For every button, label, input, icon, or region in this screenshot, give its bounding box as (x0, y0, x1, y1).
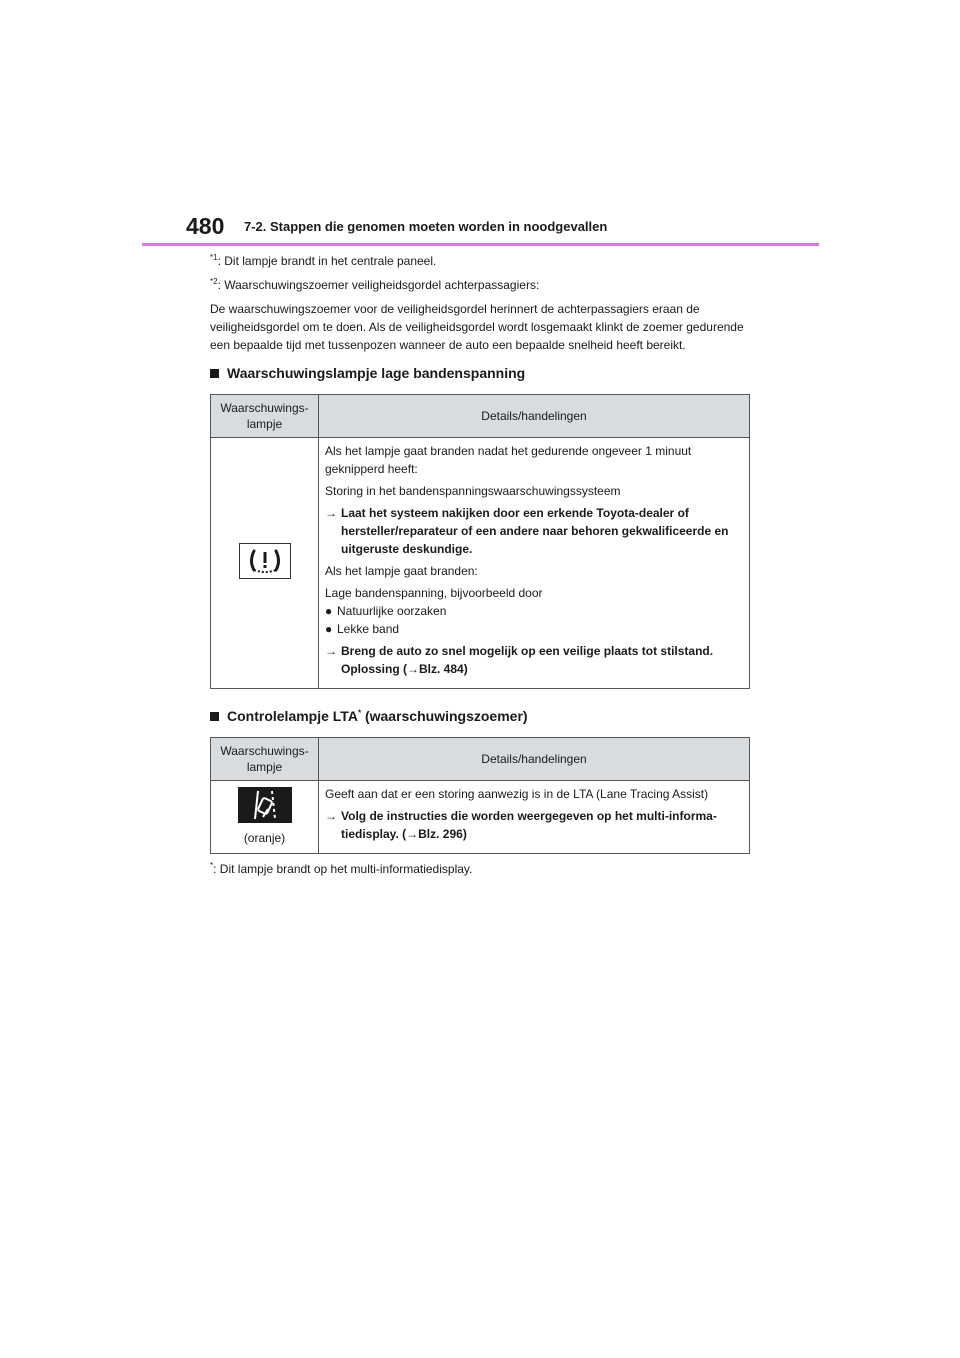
arrow-icon: → (325, 809, 337, 823)
footnote-1 (210, 252, 750, 270)
footnote-bottom-text: : Dit lampje brandt op het multi-informatiedisplay. (213, 862, 473, 876)
tire-pressure-table (210, 394, 750, 689)
col-header-lamp (211, 738, 319, 781)
list-item (325, 602, 743, 620)
footnote-1-text: : Dit lampje brandt in het centrale paneel. (217, 254, 437, 268)
section-square-icon (210, 712, 219, 721)
lta-table (210, 737, 750, 854)
section-title-suffix: (waarschuwingszoemer) (361, 708, 528, 724)
col-header-lamp (211, 395, 319, 438)
condition-text-1: Als het lampje gaat branden nadat het gedurende ongeveer 1 minuut geknipperd heeft: (325, 444, 692, 476)
action-item-1 (325, 807, 743, 843)
icon-cell (211, 781, 319, 854)
footnote-2 (210, 276, 750, 294)
section-title-mark: * (357, 708, 362, 718)
table-row (211, 781, 750, 854)
section-heading-tire-pressure (210, 364, 750, 382)
table-header-row (211, 395, 750, 438)
intro-paragraph: De waarschuwingszoemer voor de veiligheidsgordel herinnert de achterpassagiers eraan de veiligheidsgordel om te doen. Als de veiligheidsgordel wordt losgemaakt klinkt de zoemer gedurende een bepaalde tijd met tussenpozen wanneer de auto een bepaalde snelheid heeft bereikt. (210, 302, 744, 352)
bullet-text: Natuurlijke oorzaken (337, 604, 447, 618)
arrow-icon: → (325, 506, 337, 520)
arrow-icon: → (325, 644, 337, 658)
lane-tracing-assist-icon (238, 787, 292, 823)
action-text-2: Breng de auto zo snel mogelijk op een veilige plaats tot stilstand. Oplossing (→Blz. 484) (341, 644, 714, 676)
action-item-2 (325, 642, 743, 678)
action-text-1: Laat het systeem nakijken door een erkende Toyota-dealer of hersteller/reparateur of een andere naar behoren gekwalificeerde en uitgeruste deskundige. (341, 506, 729, 556)
details-cell (319, 781, 750, 854)
footnote-2-text: : Waarschuwingszoemer veiligheidsgordel achterpassagiers: (217, 278, 540, 292)
condition-text-2: Als het lampje gaat branden: (325, 564, 478, 578)
list-item (325, 620, 743, 638)
cause-text-2: Lage bandenspanning, bijvoorbeeld door (325, 586, 543, 600)
section-title-main: Controlelampje LTA (227, 708, 358, 724)
tire-pressure-warning-icon (239, 543, 291, 579)
col-header-details: Details/handelingen (319, 395, 750, 438)
icon-cell (211, 438, 319, 689)
section-heading-lta (210, 707, 750, 725)
action-item-1 (325, 504, 743, 558)
chapter-title: 7-2. Stappen die genomen moeten worden in noodgevallen (244, 219, 608, 234)
page-number: 480 (186, 213, 225, 239)
details-cell (319, 438, 750, 689)
col-header-details: Details/handelingen (319, 738, 750, 781)
footnote-2-mark: *2 (210, 277, 218, 286)
bullet-icon: ● (325, 622, 333, 636)
col-header-lamp-text: Waarschuwings- lampje (220, 744, 309, 774)
cause-text-1: Storing in het bandenspanningswaarschuwingssysteem (325, 484, 621, 498)
section-title: Waarschuwingslampje lage bandenspanning (227, 365, 526, 381)
section-title (227, 707, 528, 725)
section-square-icon (210, 369, 219, 378)
condition-text-1: Geeft aan dat er een storing aanwezig is in de LTA (Lane Tracing Assist) (325, 787, 709, 801)
header-rule (142, 243, 819, 246)
table-header-row (211, 738, 750, 781)
bullet-text: Lekke band (337, 622, 400, 636)
icon-caption: (oranje) (243, 831, 286, 845)
bullet-icon: ● (325, 604, 333, 618)
table-row (211, 438, 750, 689)
footnote-1-mark: *1 (210, 253, 218, 262)
footnote-bottom (210, 860, 750, 878)
page-content (210, 252, 750, 884)
col-header-lamp-text: Waarschuwings- lampje (220, 401, 309, 431)
action-text-1: Volg de instructies die worden weergegeven op het multi-informa-tiedisplay. (→Blz. 296) (341, 809, 717, 841)
footnote-bottom-mark: * (210, 861, 214, 870)
